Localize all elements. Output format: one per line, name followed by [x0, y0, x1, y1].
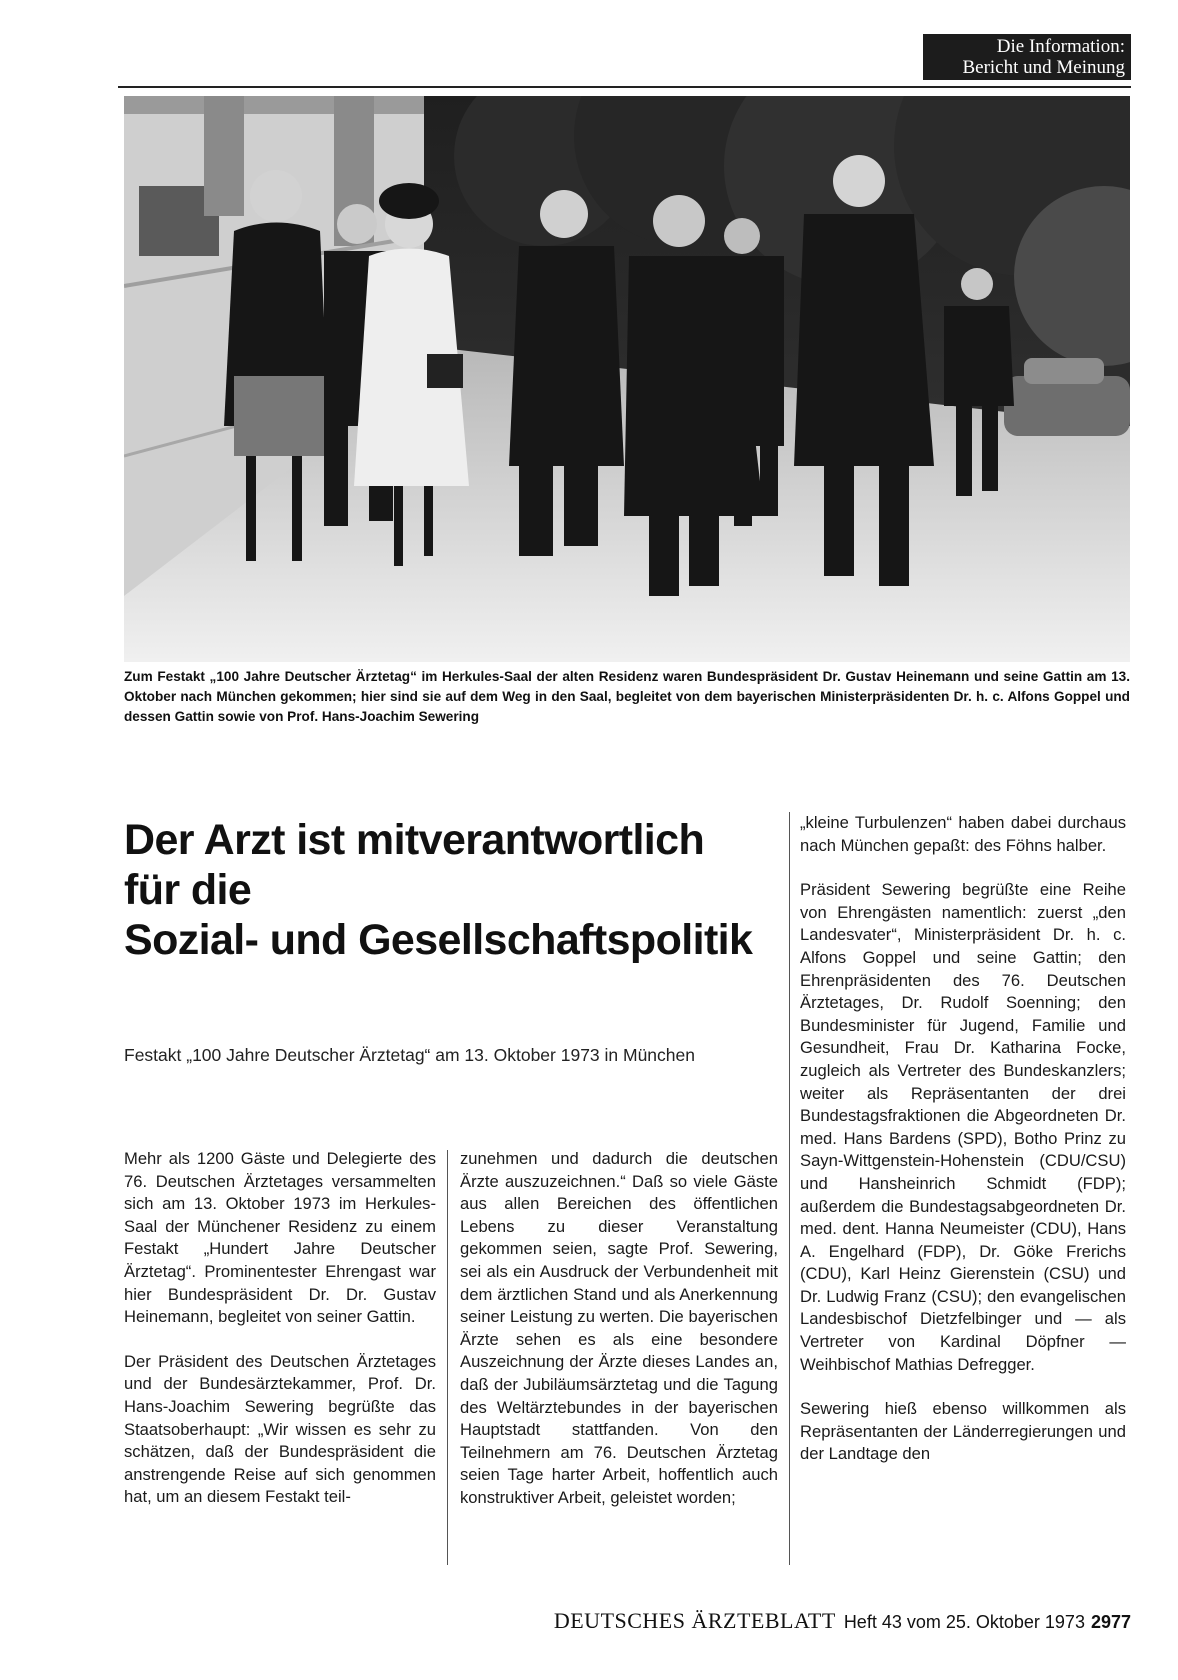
headline-line-2: für die: [124, 866, 252, 914]
section-tag-line1: Die Information:: [996, 36, 1125, 57]
header-rule: [118, 86, 1131, 88]
headline-line-3: Sozial- und Gesellschaftspolitik: [124, 916, 753, 964]
page-number: 2977: [1090, 1612, 1131, 1632]
column-divider: [447, 1150, 448, 1565]
article-subheadline: Festakt „100 Jahre Deutscher Ärztetag“ am 13. Oktober 1973 in München: [124, 1045, 695, 1065]
section-tag-line2: Bericht und Meinung: [962, 57, 1125, 78]
paragraph: „kleine Turbulenzen“ haben dabei durchaus nach München gepaßt: des Föhns halber.: [800, 813, 1126, 855]
magazine-name: DEUTSCHES ÄRZTEBLATT: [553, 1608, 836, 1633]
article-column-1: [124, 1148, 436, 1531]
article-column-3: [800, 812, 1126, 1488]
page-footer: [475, 1608, 1131, 1634]
article-headline: [124, 815, 804, 965]
paragraph: Der Präsident des Deutschen Ärztetages und der Bundesärztekammer, Prof. Dr. Hans-Joachim Sewering begrüßte das Staatsoberhaupt: „Wir wissen es sehr zu schätzen, daß der Bundespräsident die anstrengende Reise auf sich genommen hat, um an diesem Festakt teil-: [124, 1351, 436, 1507]
issue-info: Heft 43 vom 25. Oktober 1973: [843, 1612, 1085, 1632]
article-column-2: [460, 1148, 778, 1532]
news-photo: [124, 96, 1130, 662]
photo-illustration: [124, 96, 1130, 662]
paragraph: Sewering hieß ebenso willkommen als Repräsentanten der Länderregierungen und der Landtage den: [800, 1399, 1126, 1464]
section-tag: [923, 34, 1131, 80]
paragraph: zunehmen und dadurch die deutschen Ärzte auszuzeichnen.“ Daß so viele Gäste aus allen Bereichen des öffentlichen Lebens zu dieser Veranstaltung gekommen seien, sagte Prof. Sewering, sei als ein Ausdruck der Verbundenheit mit dem ärztlichen Stand und als Anerkennung seiner Leistung zu werten. Die bayerischen Ärzte sehen es als eine besondere Auszeichnung der Ärzte dieses Landes an, daß der Jubiläumsärztetag und die Tagung des Weltärztebundes in der bayerischen Hauptstadt stattfanden. Von den Teilnehmern am 76. Deutschen Ärztetag seien Tage harter Arbeit, hoffentlich auch konstruktiver Arbeit, geleistet worden;: [460, 1149, 778, 1507]
paragraph: Präsident Sewering begrüßte eine Reihe von Ehrengästen namentlich: zuerst „den Landesvater“, Ministerpräsident Dr. h. c. Alfons Goppel und seine Gattin; den Ehrenpräsidenten des 76. Deutschen Ärztetages, Dr. Rudolf Soenning; den Bundesminister für Jugend, Familie und Gesundheit, Frau Dr. Katharina Focke, zugleich als Vertreter des Bundeskanzlers; weiter als Repräsentanten der drei Bundestagsfraktionen die Abgeordneten Dr. med. Hans Bardens (SPD), Botho Prinz zu Sayn-Wittgenstein-Hohenstein (CDU/CSU) und Hansheinrich Schmidt (FDP); außerdem die Bundestagsabgeordneten Dr. med. dent. Hanna Neumeister (CDU), Hans A. Engelhard (FDP), Dr. Göke Frerichs (CDU), Karl Heinz Gierenstein (CSU) und Dr. Ludwig Franz (CSU); den evangelischen Landesbischof Dietzfelbinger und — als Vertreter von Kardinal Döpfner — Weihbischof Mathias Defregger.: [800, 880, 1126, 1374]
headline-line-1: Der Arzt ist mitverantwortlich: [124, 816, 705, 864]
photo-caption: Zum Festakt „100 Jahre Deutscher Ärztetag“ im Herkules-Saal der alten Residenz waren Bundespräsident Dr. Gustav Heinemann und seine Gattin am 13. Oktober nach München gekommen; hier sind sie auf dem Weg in den Saal, begleitet von dem bayerischen Ministerpräsidenten Dr. h. c. Alfons Goppel und dessen Gattin sowie von Prof. Hans-Joachim Sewering: [124, 669, 1130, 724]
paragraph: Mehr als 1200 Gäste und Delegierte des 76. Deutschen Ärztetages versammelten sich am 13. Oktober 1973 im Herkules-Saal der Münchener Residenz zu einem Festakt „Hundert Jahre Deutscher Ärztetag“. Prominentester Ehrengast war hier Bundespräsident Dr. Dr. Gustav Heinemann, begleitet von seiner Gattin.: [124, 1149, 436, 1327]
column-divider: [789, 812, 790, 1565]
